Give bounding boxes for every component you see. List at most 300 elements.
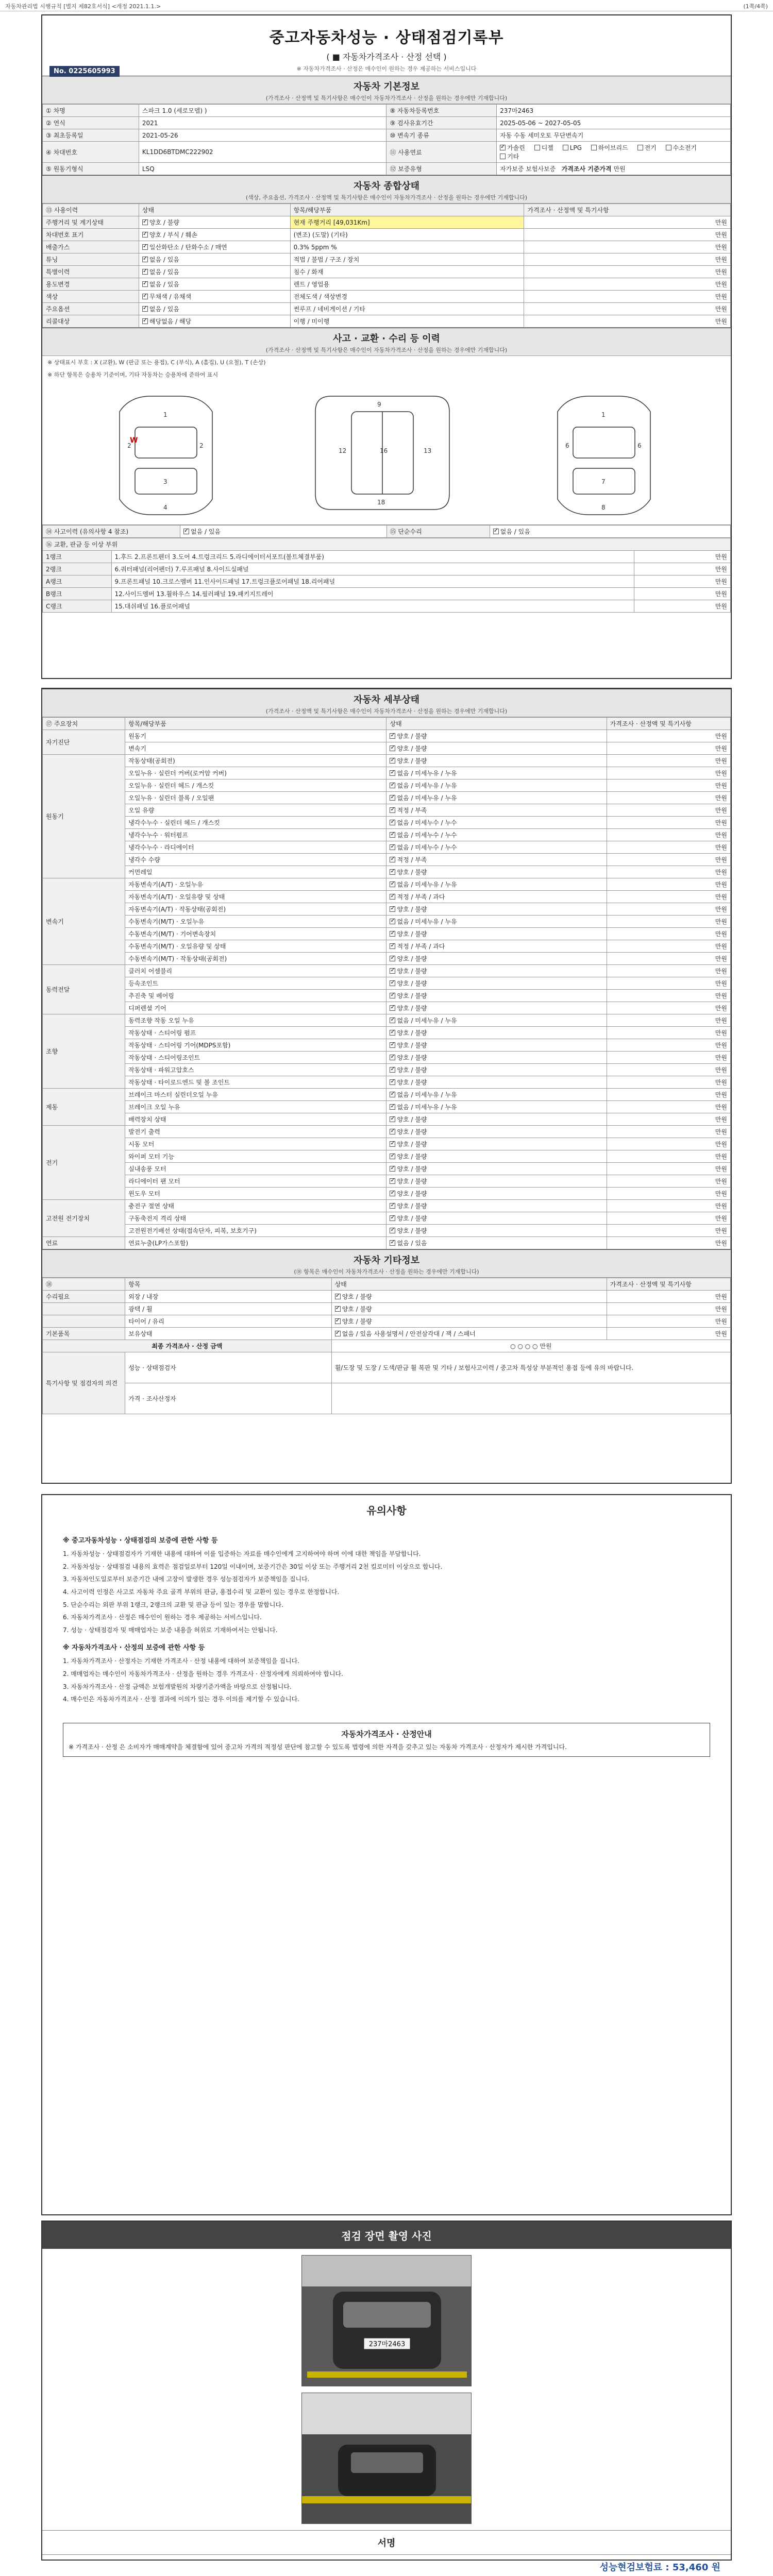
row-state: ✓ 적정 / 부족 / 과다 — [386, 891, 607, 903]
row-label: 성능 · 상태점검자 — [125, 1352, 332, 1383]
row-item: 작동상태 · 스티어링 기어(MDPS포함) — [125, 1039, 386, 1052]
row-price: 만원 — [607, 755, 730, 767]
row-item: 침수 / 화재 — [290, 266, 524, 278]
checkbox-checked-icon — [390, 1030, 395, 1036]
checkbox-checked-icon — [390, 919, 395, 924]
column-header: 항목/해당부품 — [290, 204, 524, 216]
row-state: ✓ 없음 / 미세누유 / 누유 — [386, 878, 607, 891]
row-item: 냉각수누수 · 워터펌프 — [125, 829, 386, 841]
row-item: 동력조향 작동 오일 누유 — [125, 1014, 386, 1027]
row-item: 현재 주행거리 [49,031Km] — [290, 216, 524, 229]
field-label: ③ 최초등록일 — [43, 129, 139, 142]
checkbox-icon — [637, 145, 643, 150]
row-state: ✓ 양호 / 불량 — [386, 953, 607, 965]
row-price: 만원 — [607, 1200, 730, 1212]
row-item: 작동상태 · 파워고압호스 — [125, 1064, 386, 1076]
fuel-option[interactable]: 하이브리드 — [591, 144, 628, 151]
notice-title: 유의사항 — [366, 1504, 407, 1517]
table-row — [43, 854, 731, 866]
table-row — [43, 142, 731, 163]
row-item: 충전구 절연 상태 — [125, 1200, 386, 1212]
field-value: 2021-05-26 — [139, 129, 386, 142]
row-item: 연료누출(LP가스포함) — [125, 1237, 386, 1249]
checkbox-checked-icon — [390, 1240, 395, 1246]
row-item: 광택 / 휠 — [125, 1303, 332, 1315]
row-price: 만원 — [607, 1212, 730, 1225]
detail-status-table — [42, 717, 731, 1249]
row-item: 자동변속기(A/T) · 작동상태(공회전) — [125, 903, 386, 916]
row-item: 작동상태 · 타이로드엔드 및 볼 조인트 — [125, 1076, 386, 1089]
row-price: 만원 — [607, 953, 730, 965]
symbol-legend: ※ 상태표시 부호 : X (교환), W (판금 또는 용접), C (부식), A (흠집), U (요철), T (손상) — [47, 359, 266, 366]
row-state: ✓ 양호 / 불량 — [386, 1200, 607, 1212]
table-row — [43, 291, 731, 303]
group-label: 변속기 — [43, 878, 125, 965]
section-note: (가격조사 · 산정액 및 특기사항은 매수인이 자동차가격조사 · 산정을 원하는 경우에만 기재합니다) — [265, 708, 508, 715]
table-row — [43, 965, 731, 977]
row-item: 0.3% 5ppm % — [290, 241, 524, 253]
svg-text:13: 13 — [424, 447, 432, 454]
row-price: 만원 — [607, 730, 730, 742]
fuel-option[interactable]: ✓가솔린 — [500, 144, 525, 151]
row-state: ✓ 없음 / 미세누유 / 누유 — [386, 767, 607, 779]
table-row — [43, 1089, 731, 1101]
row-item: 수동변속기(M/T) · 작동상태(공회전) — [125, 953, 386, 965]
fuel-option[interactable]: 디젤 — [534, 144, 553, 151]
subtitle-note: ※ 자동차가격조사 · 산정은 매수인이 원하는 경우 제공하는 서비스입니다 — [296, 65, 477, 72]
checkbox-checked-icon — [142, 269, 148, 275]
row-item: 작동상태(공회전) — [125, 755, 386, 767]
row-state: ✓ 무채색 / 유채색 — [139, 291, 290, 303]
checkbox-checked-icon — [390, 1067, 395, 1073]
checkbox-checked-icon — [390, 832, 395, 838]
column-header: ⑱ — [43, 1278, 125, 1291]
form-reference: 자동차관리법 시행규칙 [별지 제82호서식] <개정 2021.1.1.> — [5, 3, 161, 10]
group-label — [43, 1315, 125, 1328]
page-2 — [41, 688, 732, 1484]
row-state: ✓ 양호 / 불량 — [386, 1225, 607, 1237]
row-item: 배력장치 상태 — [125, 1113, 386, 1126]
row-state: ✓ 없음 / 있음 — [139, 253, 290, 266]
table-header-row — [43, 1278, 731, 1291]
svg-text:7: 7 — [601, 478, 606, 485]
row-price: 만원 — [607, 1315, 730, 1328]
svg-text:2: 2 — [199, 442, 204, 449]
row-state: ✓ 없음 / 있음 사용설명서 / 안전삼각대 / 잭 / 스패너 — [331, 1328, 607, 1340]
table-row — [43, 129, 731, 142]
row-label: 용도변경 — [43, 278, 139, 291]
row-state: ✓ 양호 / 불량 — [386, 1188, 607, 1200]
field-value: KL1DD6BTDMC222902 — [139, 142, 386, 163]
row-item: 구동축전지 격리 상태 — [125, 1212, 386, 1225]
row-item: 자동변속기(A/T) · 오일누유 — [125, 878, 386, 891]
group-label: 연료 — [43, 1237, 125, 1249]
svg-text:1: 1 — [163, 411, 167, 418]
field-value: 2021 — [139, 117, 386, 129]
row-item: 오일누유 · 실린더 블록 / 오일팬 — [125, 792, 386, 804]
notice-paragraph: 2. 자동차성능 · 상태점검 내용의 효력은 점검일로부터 120일 이내이며, 보증기간은 30일 이상 또는 주행거리 2천 킬로미터 이상으로 합니다. — [63, 1563, 443, 1570]
column-header: ⑬ 사용이력 — [43, 204, 139, 216]
field-label: ② 연식 — [43, 117, 139, 129]
row-item: 자동변속기(A/T) · 오일유량 및 상태 — [125, 891, 386, 903]
checkbox-checked-icon — [142, 318, 148, 324]
row-state: ✓ 양호 / 불량 — [386, 1039, 607, 1052]
row-state: ✓ 양호 / 불량 — [139, 216, 290, 229]
checkbox-checked-icon — [390, 807, 395, 813]
insurance-fee: 성능현검보험료 : 53,460 원 — [599, 2562, 720, 2573]
svg-text:W: W — [130, 436, 138, 445]
table-row — [43, 1138, 731, 1150]
row-price: 만원 — [607, 854, 730, 866]
box-text: ※ 가격조사 · 산정 은 소비자가 매매계약을 체결함에 있어 중고차 가격의 적정성 판단에 참고할 수 있도록 법령에 의한 자격을 갖추고 있는 자동차 가격조사 · 산정자가 제시한 가격입니다. — [69, 1743, 567, 1751]
row-state: ✓ 양호 / 불량 — [386, 1175, 607, 1188]
checkbox-checked-icon — [493, 529, 499, 534]
column-header: 상태 — [331, 1278, 607, 1291]
row-price: 만원 — [607, 1237, 730, 1249]
svg-text:6: 6 — [637, 442, 642, 449]
table-row — [43, 1352, 731, 1383]
field-label: ⑫ 보증유형 — [386, 163, 497, 175]
row-state: ✓ 양호 / 불량 — [386, 1212, 607, 1225]
row-price: 만원 — [607, 841, 730, 854]
symbol-legend-note: ※ 하단 항목은 승용차 기준이며, 기타 자동차는 승용차에 준하여 표시 — [47, 371, 219, 378]
checkbox-checked-icon — [390, 1203, 395, 1209]
row-label: 특별이력 — [43, 266, 139, 278]
field-label: ⑪ 사용연료 — [386, 142, 497, 163]
row-price: 만원 — [607, 804, 730, 817]
checkbox-checked-icon — [390, 894, 395, 900]
table-row — [43, 315, 731, 328]
row-state: ✓ 양호 / 불량 — [386, 1113, 607, 1126]
checkbox-checked-icon — [142, 244, 148, 250]
section-note: (가격조사 · 산정액 및 특기사항은 매수인이 자동차가격조사 · 산정을 원하는 경우에만 기재합니다) — [265, 95, 508, 101]
row-price: 만원 — [607, 792, 730, 804]
checkbox-checked-icon — [390, 968, 395, 974]
checkbox-checked-icon — [390, 1178, 395, 1184]
table-row — [43, 866, 731, 878]
section-note: (⑱ 항목은 매수인이 자동차가격조사 · 산정을 원하는 경우에만 기재합니다) — [294, 1268, 479, 1275]
top-bar — [0, 0, 773, 11]
checkbox-checked-icon — [390, 1129, 395, 1134]
basic-info-table — [42, 104, 731, 175]
accident-summary-table — [42, 525, 731, 538]
checkbox-checked-icon — [390, 882, 395, 887]
column-header: ⑰ 주요장치 — [43, 718, 125, 730]
row-price: 만원 — [607, 903, 730, 916]
table-row — [43, 575, 731, 588]
table-row — [43, 953, 731, 965]
checkbox-checked-icon — [390, 1079, 395, 1085]
row-item: 커먼레일 — [125, 866, 386, 878]
column-header: 가격조사 · 산정액 및 특기사항 — [607, 718, 730, 730]
field-label: ⑧ 자동차등록번호 — [386, 105, 497, 117]
notice-paragraph: 3. 자동차가격조사 · 산정 금액은 보험개발원의 차량기준가액을 바탕으로 산정됩니다. — [63, 1683, 292, 1690]
row-state: ✓ 없음 / 미세누수 / 누수 — [386, 841, 607, 854]
page-indicator: (1쪽/4쪽) — [743, 3, 768, 10]
row-price: 만원 — [607, 940, 730, 953]
other-info-table — [42, 1278, 731, 1414]
row-price: 만원 — [607, 1101, 730, 1113]
table-row — [43, 767, 731, 779]
row-state: ✓ 적정 / 부족 — [386, 854, 607, 866]
row-price: 만원 — [607, 977, 730, 990]
table-row — [43, 266, 731, 278]
row-state: ✓ 없음 / 있음 — [139, 266, 290, 278]
svg-text:16: 16 — [380, 447, 388, 454]
row-price: 만원 — [607, 1328, 730, 1340]
row-state: ✓ 해당없음 / 해당 — [139, 315, 290, 328]
table-row — [43, 163, 731, 175]
row-price: 만원 — [607, 1150, 730, 1163]
table-row — [43, 1163, 731, 1175]
table-row — [43, 928, 731, 940]
row-price: 만원 — [607, 767, 730, 779]
svg-text:9: 9 — [377, 401, 381, 408]
row-item: 발전기 출력 — [125, 1126, 386, 1138]
row-item: 시동 모터 — [125, 1138, 386, 1150]
notice-paragraph: 6. 자동차가격조사 · 산정은 매수인이 원하는 경우 제공하는 서비스입니다. — [63, 1614, 262, 1621]
row-state: ✓ 양호 / 불량 — [386, 1150, 607, 1163]
row-price: 만원 — [607, 1188, 730, 1200]
checkbox-checked-icon — [390, 1191, 395, 1196]
checkbox-checked-icon — [142, 306, 148, 312]
section-note: (가격조사 · 산정액 및 특기사항은 매수인이 자동차가격조사 · 산정을 원하는 경우에만 기재합니다) — [265, 347, 508, 353]
rank-label: C랭크 — [43, 600, 112, 613]
table-row — [43, 1237, 731, 1249]
row-label: 배출가스 — [43, 241, 139, 253]
row-state: ✓ 양호 / 불량 — [386, 903, 607, 916]
car-photo-icon — [302, 2256, 472, 2386]
notice-paragraph: 4. 사고이력 인정은 사고로 자동차 주요 골격 부위의 판금, 용접수리 및 교환이 있는 경우로 한정합니다. — [63, 1588, 340, 1596]
row-price: 만원 — [607, 928, 730, 940]
table-row — [43, 1150, 731, 1163]
svg-text:12: 12 — [339, 447, 347, 454]
general-status-table — [42, 204, 731, 328]
row-label: 차대번호 표기 — [43, 229, 139, 241]
row-state: ✓ 양호 / 불량 — [386, 1163, 607, 1175]
checkbox-checked-icon — [390, 795, 395, 801]
row-state: ✓ 양호 / 불량 — [386, 990, 607, 1002]
fuel-option[interactable]: 기타 — [500, 153, 519, 160]
page-title: 중고자동차성능 · 상태점검기록부 — [269, 29, 504, 47]
row-item: (변조) (도말) (기타) — [290, 229, 524, 241]
row-item: 수동변속기(M/T) · 오일누유 — [125, 916, 386, 928]
group-label: 수리필요 — [43, 1291, 125, 1303]
rank-items: 6.쿼터패널(리어펜더) 7.루프패널 8.사이드실패널 — [111, 563, 634, 575]
group-label: 동력전달 — [43, 965, 125, 1014]
row-item: 타이어 / 유리 — [125, 1315, 332, 1328]
car-outline-icon — [42, 381, 731, 525]
row-item: 냉각수 수량 — [125, 854, 386, 866]
row-price: 만원 — [607, 866, 730, 878]
checkbox-checked-icon — [390, 931, 395, 937]
row-state: ✓ 없음 / 미세누유 / 누유 — [386, 916, 607, 928]
checkbox-checked-icon — [390, 733, 395, 739]
table-row — [43, 1225, 731, 1237]
row-item: 냉각수누수 · 라디에이터 — [125, 841, 386, 854]
row-label: ⑭ 사고이력 (유의사항 4 참조) — [43, 526, 180, 538]
checkbox-checked-icon — [390, 1166, 395, 1172]
row-item: 등속조인트 — [125, 977, 386, 990]
row-price: 만원 — [607, 1039, 730, 1052]
svg-text:2: 2 — [127, 442, 131, 449]
row-state: ✓ 양호 / 불량 — [386, 1076, 607, 1089]
checkbox-checked-icon — [142, 219, 148, 225]
table-row — [43, 1200, 731, 1212]
table-row — [43, 1101, 731, 1113]
row-state: ✓ 적정 / 부족 / 과다 — [386, 940, 607, 953]
row-label: 주요옵션 — [43, 303, 139, 315]
row-item: 외장 / 내장 — [125, 1291, 332, 1303]
row-price: 만원 — [607, 1138, 730, 1150]
row-state: ✓ 양호 / 불량 — [386, 1138, 607, 1150]
fuel-options — [497, 142, 731, 163]
svg-text:4: 4 — [163, 504, 167, 511]
group-label: 조향 — [43, 1014, 125, 1089]
row-item: 렌트 / 영업용 — [290, 278, 524, 291]
row-price: 만원 — [607, 1175, 730, 1188]
field-value: LSQ — [139, 163, 386, 175]
table-row — [43, 1076, 731, 1089]
checkbox-checked-icon — [500, 145, 506, 150]
row-item: 전체도색 / 색상변경 — [290, 291, 524, 303]
checkbox-checked-icon — [183, 529, 189, 534]
row-price: 만원 — [607, 1064, 730, 1076]
checkbox-checked-icon — [390, 869, 395, 875]
checkbox-checked-icon — [390, 1154, 395, 1159]
row-state: ✓ 없음 / 미세누유 / 누유 — [386, 1101, 607, 1113]
checkbox-checked-icon — [390, 1228, 395, 1233]
page-4 — [41, 2221, 732, 2573]
row-state: ✓ 양호 / 불량 — [331, 1315, 607, 1328]
table-row — [43, 841, 731, 854]
row-item: 윈도우 모터 — [125, 1188, 386, 1200]
checkbox-checked-icon — [335, 1294, 341, 1299]
checkbox-checked-icon — [390, 980, 395, 986]
fuel-option[interactable]: LPG — [563, 144, 582, 151]
checkbox-checked-icon — [142, 232, 148, 238]
table-row — [43, 551, 731, 563]
field-value: 237마2463 — [497, 105, 731, 117]
svg-text:3: 3 — [163, 478, 167, 485]
header-block — [42, 15, 731, 76]
row-price: 만원 — [607, 1052, 730, 1064]
checkbox-checked-icon — [390, 758, 395, 764]
column-header: 항목 — [125, 1278, 332, 1291]
row-price: 만원 — [524, 216, 731, 229]
row-price: 만원 — [607, 1126, 730, 1138]
row-state: ✓ 양호 / 불량 — [386, 755, 607, 767]
row-item: 추진축 및 베어링 — [125, 990, 386, 1002]
notice-subheading: ※ 자동차가격조사 · 산정의 보증에 관한 사항 등 — [63, 1644, 205, 1652]
section-title: 자동차 세부상태 — [354, 694, 419, 705]
row-state: ✓ 양호 / 불량 — [386, 866, 607, 878]
table-row — [43, 1303, 731, 1315]
row-price: 만원 — [634, 588, 731, 600]
row-price: 만원 — [634, 551, 731, 563]
row-item: 원동기 — [125, 730, 386, 742]
checkbox-icon — [500, 154, 506, 159]
checkbox-icon — [534, 145, 540, 150]
row-state: ✓ 적정 / 부족 — [386, 804, 607, 817]
row-state: ✓ 없음 / 있음 — [139, 303, 290, 315]
row-price: 만원 — [607, 779, 730, 792]
checkbox-checked-icon — [390, 1116, 395, 1122]
checkbox-checked-icon — [390, 1215, 395, 1221]
table-row — [43, 779, 731, 792]
row-price: 만원 — [524, 278, 731, 291]
row-price: 만원 — [634, 600, 731, 613]
row-state: ✓ 없음 / 있음 — [490, 526, 730, 538]
row-price: 만원 — [607, 990, 730, 1002]
table-row — [43, 1014, 731, 1027]
row-price: 만원 — [607, 1291, 730, 1303]
fuel-option[interactable]: 수소전기 — [666, 144, 697, 151]
row-price: 만원 — [607, 1225, 730, 1237]
inspection-photo-rear — [301, 2393, 472, 2524]
table-row — [43, 526, 731, 538]
row-item: 브레이크 오일 누유 — [125, 1101, 386, 1113]
rank-label: B랭크 — [43, 588, 112, 600]
row-price: 만원 — [607, 891, 730, 903]
checkbox-checked-icon — [142, 294, 148, 299]
row-item: 오일 유량 — [125, 804, 386, 817]
svg-text:8: 8 — [601, 504, 606, 511]
checkbox-checked-icon — [390, 906, 395, 912]
table-row — [43, 940, 731, 953]
table-row — [43, 916, 731, 928]
checkbox-icon — [563, 145, 568, 150]
group-label: 제동 — [43, 1089, 125, 1126]
photo-section-title: 점검 장면 촬영 사진 — [42, 2222, 731, 2249]
row-item: 오일누유 · 실린더 커버(로커암 커버) — [125, 767, 386, 779]
row-price: 만원 — [524, 303, 731, 315]
table-row — [43, 1039, 731, 1052]
checkbox-checked-icon — [390, 770, 395, 776]
rank-label: 2랭크 — [43, 563, 112, 575]
checkbox-checked-icon — [390, 1018, 395, 1023]
row-price: 만원 — [524, 241, 731, 253]
field-value: 스파크 1.0 (세로모델) ) — [139, 105, 386, 117]
box-title: 자동차가격조사 · 산정안내 — [341, 1729, 432, 1739]
special-notes-label: 특기사항 및 점검자의 의견 — [43, 1352, 125, 1414]
row-price: 만원 — [607, 1014, 730, 1027]
table-row — [43, 1383, 731, 1414]
table-row — [43, 878, 731, 891]
row-price: 만원 — [607, 1113, 730, 1126]
column-header: 가격조사 · 산정액 및 특기사항 — [607, 1278, 730, 1291]
checkbox-checked-icon — [390, 1104, 395, 1110]
section-title: 자동차 기본정보 — [354, 81, 419, 92]
table-row — [43, 303, 731, 315]
rank-items: 12.사이드멤버 13.휠하우스 14.필러패널 19.패키지트레이 — [111, 588, 634, 600]
row-price: 만원 — [607, 817, 730, 829]
row-state: ✓ 일산화탄소 / 탄화수소 / 매연 — [139, 241, 290, 253]
signature-row — [42, 2554, 731, 2576]
page-1 — [41, 14, 732, 679]
rank-label: 1랭크 — [43, 551, 112, 563]
row-item: 적법 / 불법 / 구조 / 장치 — [290, 253, 524, 266]
field-value: 자동 수동 세미오토 무단변속기 — [497, 129, 731, 142]
row-state: ✓ 없음 / 있음 — [180, 526, 387, 538]
rank-items: 1.후드 2.프론트펜더 3.도어 4.트렁크리드 5.라디에이터서포트(볼트체결부품) — [111, 551, 634, 563]
document-number: No. 0225605993 — [49, 66, 120, 77]
fuel-option[interactable]: 전기 — [637, 144, 657, 151]
field-value: 2025-05-06 ~ 2027-05-05 — [497, 117, 731, 129]
column-header: 상태 — [139, 204, 290, 216]
table-row — [43, 1212, 731, 1225]
row-price: 만원 — [607, 1027, 730, 1039]
